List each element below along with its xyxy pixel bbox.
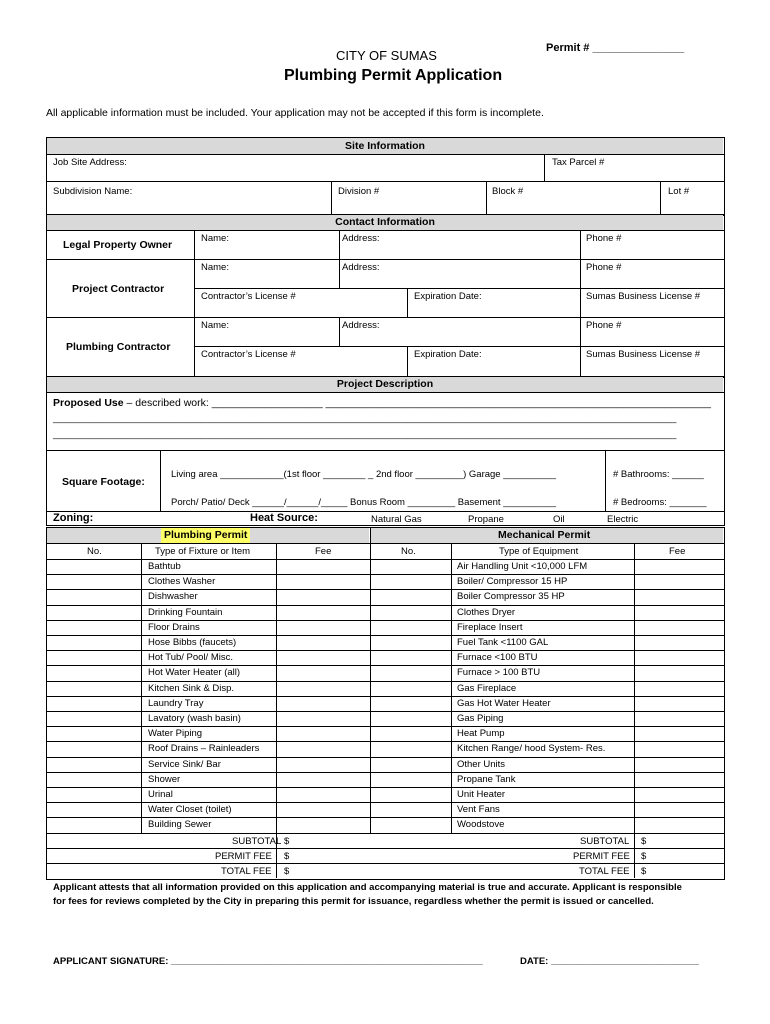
project-description-heading: Project Description	[47, 377, 723, 392]
contact-information-heading: Contact Information	[47, 215, 723, 230]
heat-option-propane[interactable]: Propane	[468, 514, 504, 525]
plumbing-permit-fee-label: PERMIT FEE	[215, 851, 272, 862]
plumbing-item: Lavatory (wash basin)	[148, 713, 241, 724]
bedrooms-field[interactable]: # Bedrooms: _______	[613, 497, 707, 508]
mechanical-item: Unit Heater	[457, 789, 506, 800]
heat-source-label: Heat Source:	[250, 512, 318, 524]
plumbing-item: Hot Water Heater (all)	[148, 667, 241, 678]
mechanical-item: Furnace <100 BTU	[457, 652, 538, 663]
mechanical-total-fee-field[interactable]: $	[641, 866, 647, 877]
plumbing-item: Bathtub	[148, 561, 181, 572]
heat-option-oil[interactable]: Oil	[553, 514, 565, 525]
mechanical-item: Boiler/ Compressor 15 HP	[457, 576, 568, 587]
described-work-line: – described work: ___________________ __________________________________________________________________	[123, 397, 712, 409]
plumbing-permit-heading: Plumbing Permit	[161, 528, 250, 543]
mechanical-permit-fee-label: PERMIT FEE	[573, 851, 630, 862]
mechanical-item: Gas Fireplace	[457, 683, 517, 694]
mechanical-item: Kitchen Range/ hood System- Res.	[457, 743, 606, 754]
contractor-address-field[interactable]: Address:	[342, 262, 380, 273]
attestation-line-2: for fees for reviews completed by the City in preparing this permit for issuance, regardless whether the permit is issued or cancelled.	[53, 896, 654, 907]
plumbing-item: Water Piping	[148, 728, 203, 739]
plumbing-item: Laundry Tray	[148, 698, 204, 709]
site-information-heading: Site Information	[47, 138, 723, 154]
plumbing-col-fee: Fee	[315, 546, 332, 557]
contractor-sumas-license-field[interactable]: Sumas Business License #	[586, 291, 701, 302]
description-line[interactable]: ______________________________________________________________________________________________________________________	[53, 413, 677, 424]
plumber-name-field[interactable]: Name:	[201, 320, 229, 331]
heat-option-natural-gas[interactable]: Natural Gas	[371, 514, 422, 525]
mechanical-item: Air Handling Unit <10,000 LFM	[457, 561, 588, 572]
plumbing-item: Service Sink/ Bar	[148, 759, 221, 770]
contractor-license-field[interactable]: Contractor’s License #	[201, 291, 296, 302]
square-footage-label: Square Footage:	[62, 476, 145, 488]
plumbing-item: Shower	[148, 774, 181, 785]
mechanical-item: Gas Hot Water Heater	[457, 698, 551, 709]
plumbing-item: Water Closet (toilet)	[148, 804, 232, 815]
mechanical-permit-fee-field[interactable]: $	[641, 851, 647, 862]
plumbing-col-type: Type of Fixture or Item	[155, 546, 251, 557]
plumbing-total-fee-field[interactable]: $	[284, 866, 290, 877]
plumber-phone-field[interactable]: Phone #	[586, 320, 622, 331]
plumber-license-field[interactable]: Contractor’s License #	[201, 349, 296, 360]
owner-phone-field[interactable]: Phone #	[586, 233, 622, 244]
plumbing-item: Drinking Fountain	[148, 607, 223, 618]
mechanical-permit-heading: Mechanical Permit	[498, 529, 591, 541]
porch-patio-deck-field[interactable]: Porch/ Patio/ Deck ______/______/_____ Bonus Room _________ Basement __________	[171, 497, 557, 508]
mechanical-item: Fuel Tank <1100 GAL	[457, 637, 549, 648]
description-line[interactable]: ______________________________________________________________________________________________________________________	[53, 429, 677, 440]
bathrooms-field[interactable]: # Bathrooms: ______	[613, 469, 704, 480]
plumber-sumas-license-field[interactable]: Sumas Business License #	[586, 349, 701, 360]
mechanical-item: Heat Pump	[457, 728, 505, 739]
living-area-field[interactable]: Living area ____________(1st floor ________ _ 2nd floor _________) Garage __________	[171, 469, 557, 480]
tax-parcel-field[interactable]: Tax Parcel #	[552, 157, 605, 168]
date-field[interactable]: DATE: ____________________________	[520, 956, 699, 967]
owner-address-field[interactable]: Address:	[342, 233, 380, 244]
lot-field[interactable]: Lot #	[668, 186, 690, 197]
applicant-signature-field[interactable]: APPLICANT SIGNATURE: ___________________________________________________________	[53, 956, 483, 967]
mechanical-col-type: Type of Equipment	[499, 546, 579, 557]
division-field[interactable]: Division #	[338, 186, 380, 197]
project-contractor-label: Project Contractor	[72, 283, 165, 295]
plumbing-item: Dishwasher	[148, 591, 198, 602]
subdivision-name-field[interactable]: Subdivision Name:	[53, 186, 133, 197]
plumbing-item: Hot Tub/ Pool/ Misc.	[148, 652, 234, 663]
contractor-phone-field[interactable]: Phone #	[586, 262, 622, 273]
proposed-use-label: Proposed Use	[53, 397, 124, 409]
city-name: CITY OF SUMAS	[336, 48, 437, 63]
mechanical-total-fee-label: TOTAL FEE	[579, 866, 630, 877]
mechanical-col-fee: Fee	[669, 546, 686, 557]
plumbing-total-fee-label: TOTAL FEE	[221, 866, 272, 877]
owner-name-field[interactable]: Name:	[201, 233, 229, 244]
mechanical-item: Gas Piping	[457, 713, 504, 724]
heat-option-electric[interactable]: Electric	[607, 514, 639, 525]
mechanical-item: Furnace > 100 BTU	[457, 667, 541, 678]
permit-number-field[interactable]: Permit # _______________	[546, 42, 685, 54]
mechanical-item: Woodstove	[457, 819, 505, 830]
mechanical-subtotal-label: SUBTOTAL	[580, 836, 630, 847]
mechanical-item: Clothes Dryer	[457, 607, 516, 618]
mechanical-item: Vent Fans	[457, 804, 500, 815]
plumbing-col-no: No.	[87, 546, 102, 557]
attestation-line-1: Applicant attests that all information provided on this application and accompanying material is true and accurate. Applicant is responsible	[53, 882, 682, 893]
plumber-address-field[interactable]: Address:	[342, 320, 380, 331]
mechanical-item: Other Units	[457, 759, 506, 770]
plumbing-item: Building Sewer	[148, 819, 212, 830]
mechanical-item: Fireplace Insert	[457, 622, 523, 633]
contractor-expiration-field[interactable]: Expiration Date:	[414, 291, 482, 302]
proposed-use-field[interactable]	[53, 397, 711, 409]
job-site-address-field[interactable]: Job Site Address:	[53, 157, 127, 168]
plumbing-item: Floor Drains	[148, 622, 200, 633]
contractor-name-field[interactable]: Name:	[201, 262, 229, 273]
page-title: Plumbing Permit Application	[284, 67, 503, 84]
plumbing-item: Hose Bibbs (faucets)	[148, 637, 237, 648]
mechanical-subtotal-field[interactable]: $	[641, 836, 647, 847]
plumber-expiration-field[interactable]: Expiration Date:	[414, 349, 482, 360]
plumbing-item: Urinal	[148, 789, 173, 800]
mechanical-col-no: No.	[401, 546, 416, 557]
block-field[interactable]: Block #	[492, 186, 524, 197]
plumbing-item: Clothes Washer	[148, 576, 216, 587]
legal-property-owner-label: Legal Property Owner	[63, 239, 173, 251]
zoning-field[interactable]: Zoning:	[53, 512, 94, 524]
plumbing-item: Roof Drains – Rainleaders	[148, 743, 260, 754]
plumbing-subtotal-field[interactable]: $	[284, 836, 290, 847]
mechanical-item: Propane Tank	[457, 774, 516, 785]
intro-text: All applicable information must be included. Your application may not be accepted if this form is incomplete.	[46, 107, 544, 119]
plumbing-item: Kitchen Sink & Disp.	[148, 683, 235, 694]
mechanical-item: Boiler Compressor 35 HP	[457, 591, 565, 602]
plumbing-subtotal-label: SUBTOTAL	[232, 836, 282, 847]
plumbing-contractor-label: Plumbing Contractor	[66, 341, 171, 353]
plumbing-permit-fee-field[interactable]: $	[284, 851, 290, 862]
